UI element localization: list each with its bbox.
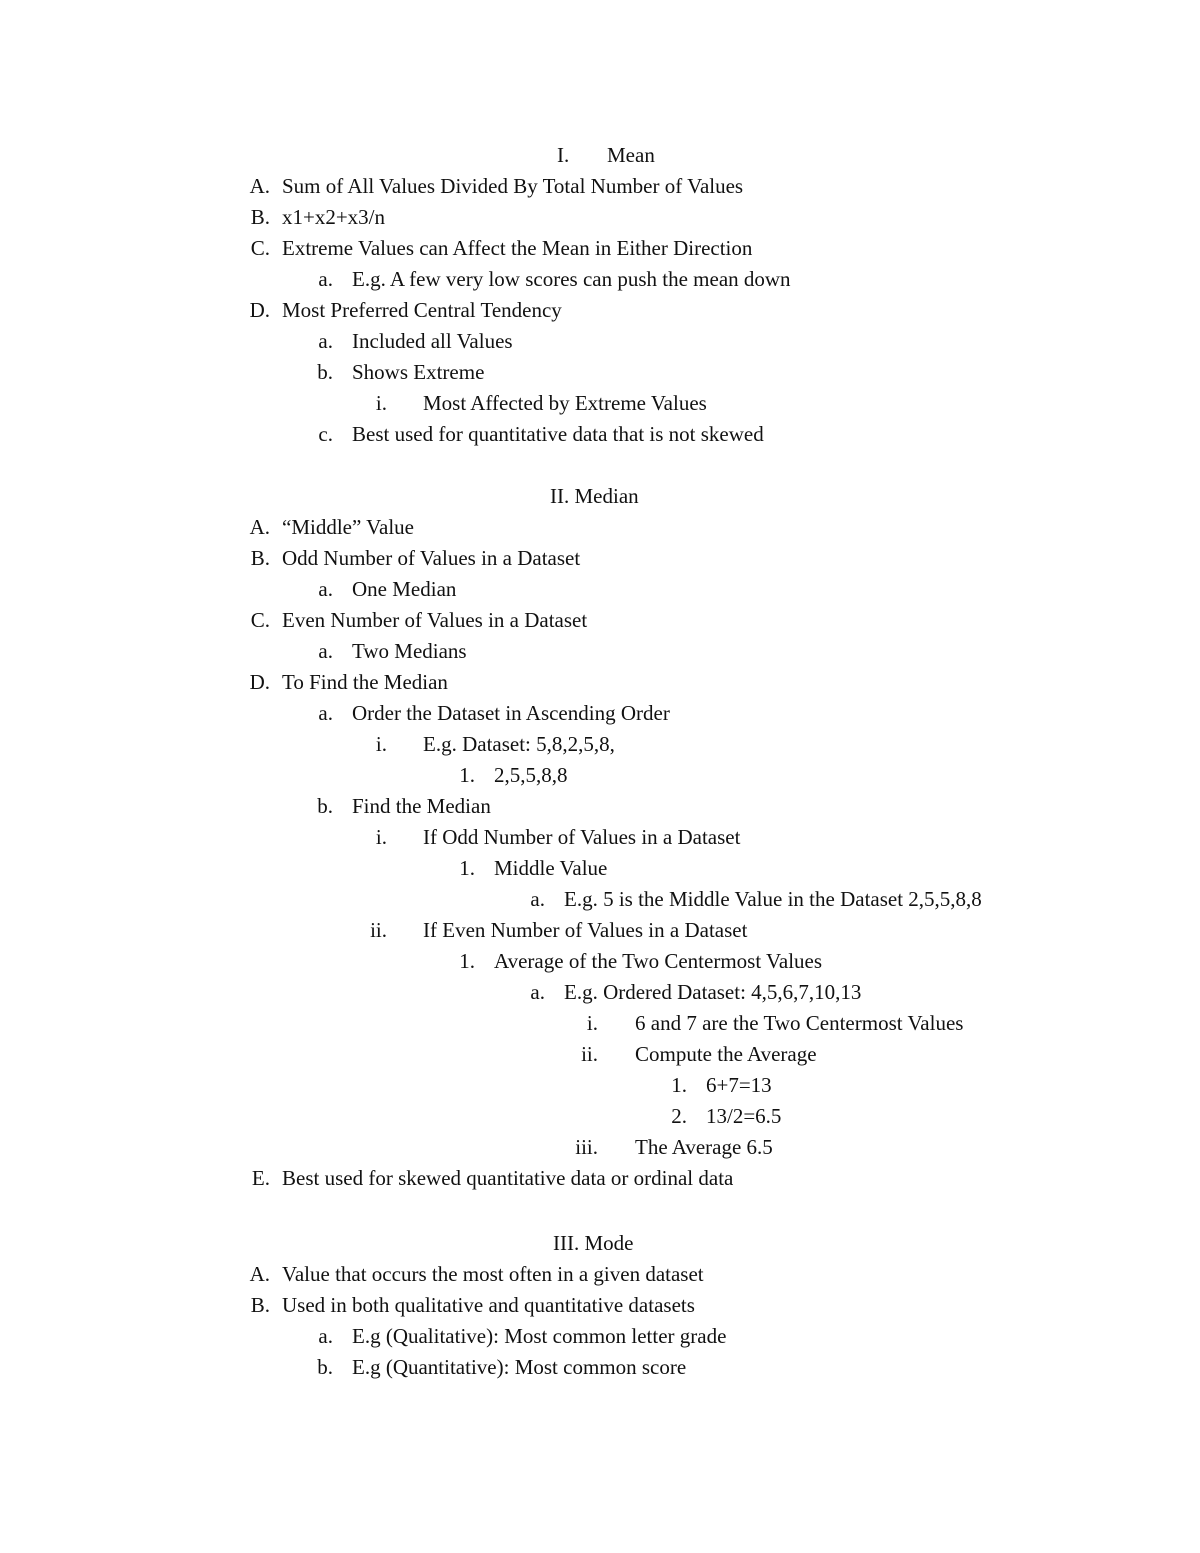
item-marker: B. bbox=[250, 205, 270, 229]
item-text: E.g. A few very low scores can push the mean down bbox=[352, 267, 791, 291]
item-marker: a. bbox=[318, 1324, 333, 1348]
item-text: x1+x2+x3/n bbox=[282, 205, 386, 229]
item-text: The Average 6.5 bbox=[635, 1135, 773, 1159]
item-marker: b. bbox=[317, 360, 333, 384]
item-text: Average of the Two Centermost Values bbox=[494, 949, 823, 973]
item-text: Value that occurs the most often in a given dataset bbox=[282, 1262, 704, 1286]
item-text: Two Medians bbox=[352, 639, 467, 663]
item-marker: a. bbox=[530, 887, 545, 911]
item-text: To Find the Median bbox=[282, 670, 448, 694]
item-marker: a. bbox=[318, 267, 333, 291]
item-text: Most Affected by Extreme Values bbox=[423, 391, 707, 415]
item-marker: i. bbox=[375, 391, 387, 415]
section-heading-median: II. Median bbox=[550, 484, 639, 508]
item-text: 6 and 7 are the Two Centermost Values bbox=[635, 1011, 964, 1035]
item-text: Find the Median bbox=[352, 794, 491, 818]
item-text: E.g. Ordered Dataset: 4,5,6,7,10,13 bbox=[564, 980, 862, 1004]
item-text: Order the Dataset in Ascending Order bbox=[352, 701, 670, 725]
item-marker: a. bbox=[318, 329, 333, 353]
item-marker: D. bbox=[249, 670, 270, 694]
item-marker: 1. bbox=[671, 1073, 687, 1097]
item-text: Best used for quantitative data that is not skewed bbox=[352, 422, 764, 446]
item-marker: a. bbox=[318, 639, 333, 663]
item-marker: ii. bbox=[581, 1042, 598, 1066]
section-heading-mode: III. Mode bbox=[553, 1231, 634, 1255]
item-marker: A. bbox=[249, 174, 270, 198]
item-marker: A. bbox=[249, 1262, 270, 1286]
item-marker: b. bbox=[317, 794, 333, 818]
item-marker: iii. bbox=[575, 1135, 598, 1159]
item-text: Odd Number of Values in a Dataset bbox=[282, 546, 581, 570]
item-text: If Even Number of Values in a Dataset bbox=[423, 918, 748, 942]
item-text: E.g. Dataset: 5,8,2,5,8, bbox=[423, 732, 615, 756]
item-marker: 1. bbox=[459, 763, 475, 787]
item-marker: i. bbox=[375, 825, 387, 849]
item-text: Included all Values bbox=[352, 329, 513, 353]
item-text: Shows Extreme bbox=[352, 360, 485, 384]
item-marker: a. bbox=[318, 577, 333, 601]
item-text: “Middle” Value bbox=[282, 515, 414, 539]
item-marker: A. bbox=[249, 515, 270, 539]
item-text: Middle Value bbox=[494, 856, 608, 880]
item-marker: 1. bbox=[459, 949, 475, 973]
item-text: Best used for skewed quantitative data or ordinal data bbox=[282, 1166, 734, 1190]
item-marker: B. bbox=[250, 546, 270, 570]
item-text: E.g (Qualitative): Most common letter grade bbox=[352, 1324, 727, 1348]
item-text: One Median bbox=[352, 577, 457, 601]
item-marker: c. bbox=[318, 422, 333, 446]
item-text: 13/2=6.5 bbox=[706, 1104, 782, 1128]
item-text: Most Preferred Central Tendency bbox=[282, 298, 562, 322]
item-marker: a. bbox=[318, 701, 333, 725]
item-marker: ii. bbox=[370, 918, 387, 942]
item-text: If Odd Number of Values in a Dataset bbox=[423, 825, 741, 849]
item-marker: 1. bbox=[459, 856, 475, 880]
item-marker: i. bbox=[375, 732, 387, 756]
item-text: Even Number of Values in a Dataset bbox=[282, 608, 588, 632]
item-marker: b. bbox=[317, 1355, 333, 1379]
item-text: E.g. 5 is the Middle Value in the Dataset 2,5,5,8,8 bbox=[564, 887, 982, 911]
item-marker: C. bbox=[250, 608, 270, 632]
item-marker: C. bbox=[250, 236, 270, 260]
item-marker: a. bbox=[530, 980, 545, 1004]
item-marker: 2. bbox=[671, 1104, 687, 1128]
item-text: Used in both qualitative and quantitative datasets bbox=[282, 1293, 695, 1317]
item-text: Extreme Values can Affect the Mean in Either Direction bbox=[282, 236, 753, 260]
item-text: Sum of All Values Divided By Total Number of Values bbox=[282, 174, 744, 198]
section-heading-mean bbox=[557, 140, 655, 171]
item-marker: B. bbox=[250, 1293, 270, 1317]
item-text: Compute the Average bbox=[635, 1042, 817, 1066]
item-text: 6+7=13 bbox=[706, 1073, 772, 1097]
item-text: 2,5,5,8,8 bbox=[494, 763, 568, 787]
section-title: Mean bbox=[607, 143, 655, 167]
item-text: E.g (Quantitative): Most common score bbox=[352, 1355, 687, 1379]
item-marker: D. bbox=[249, 298, 270, 322]
item-marker: E. bbox=[251, 1166, 270, 1190]
section-numeral: I. bbox=[557, 143, 570, 167]
item-marker: i. bbox=[586, 1011, 598, 1035]
